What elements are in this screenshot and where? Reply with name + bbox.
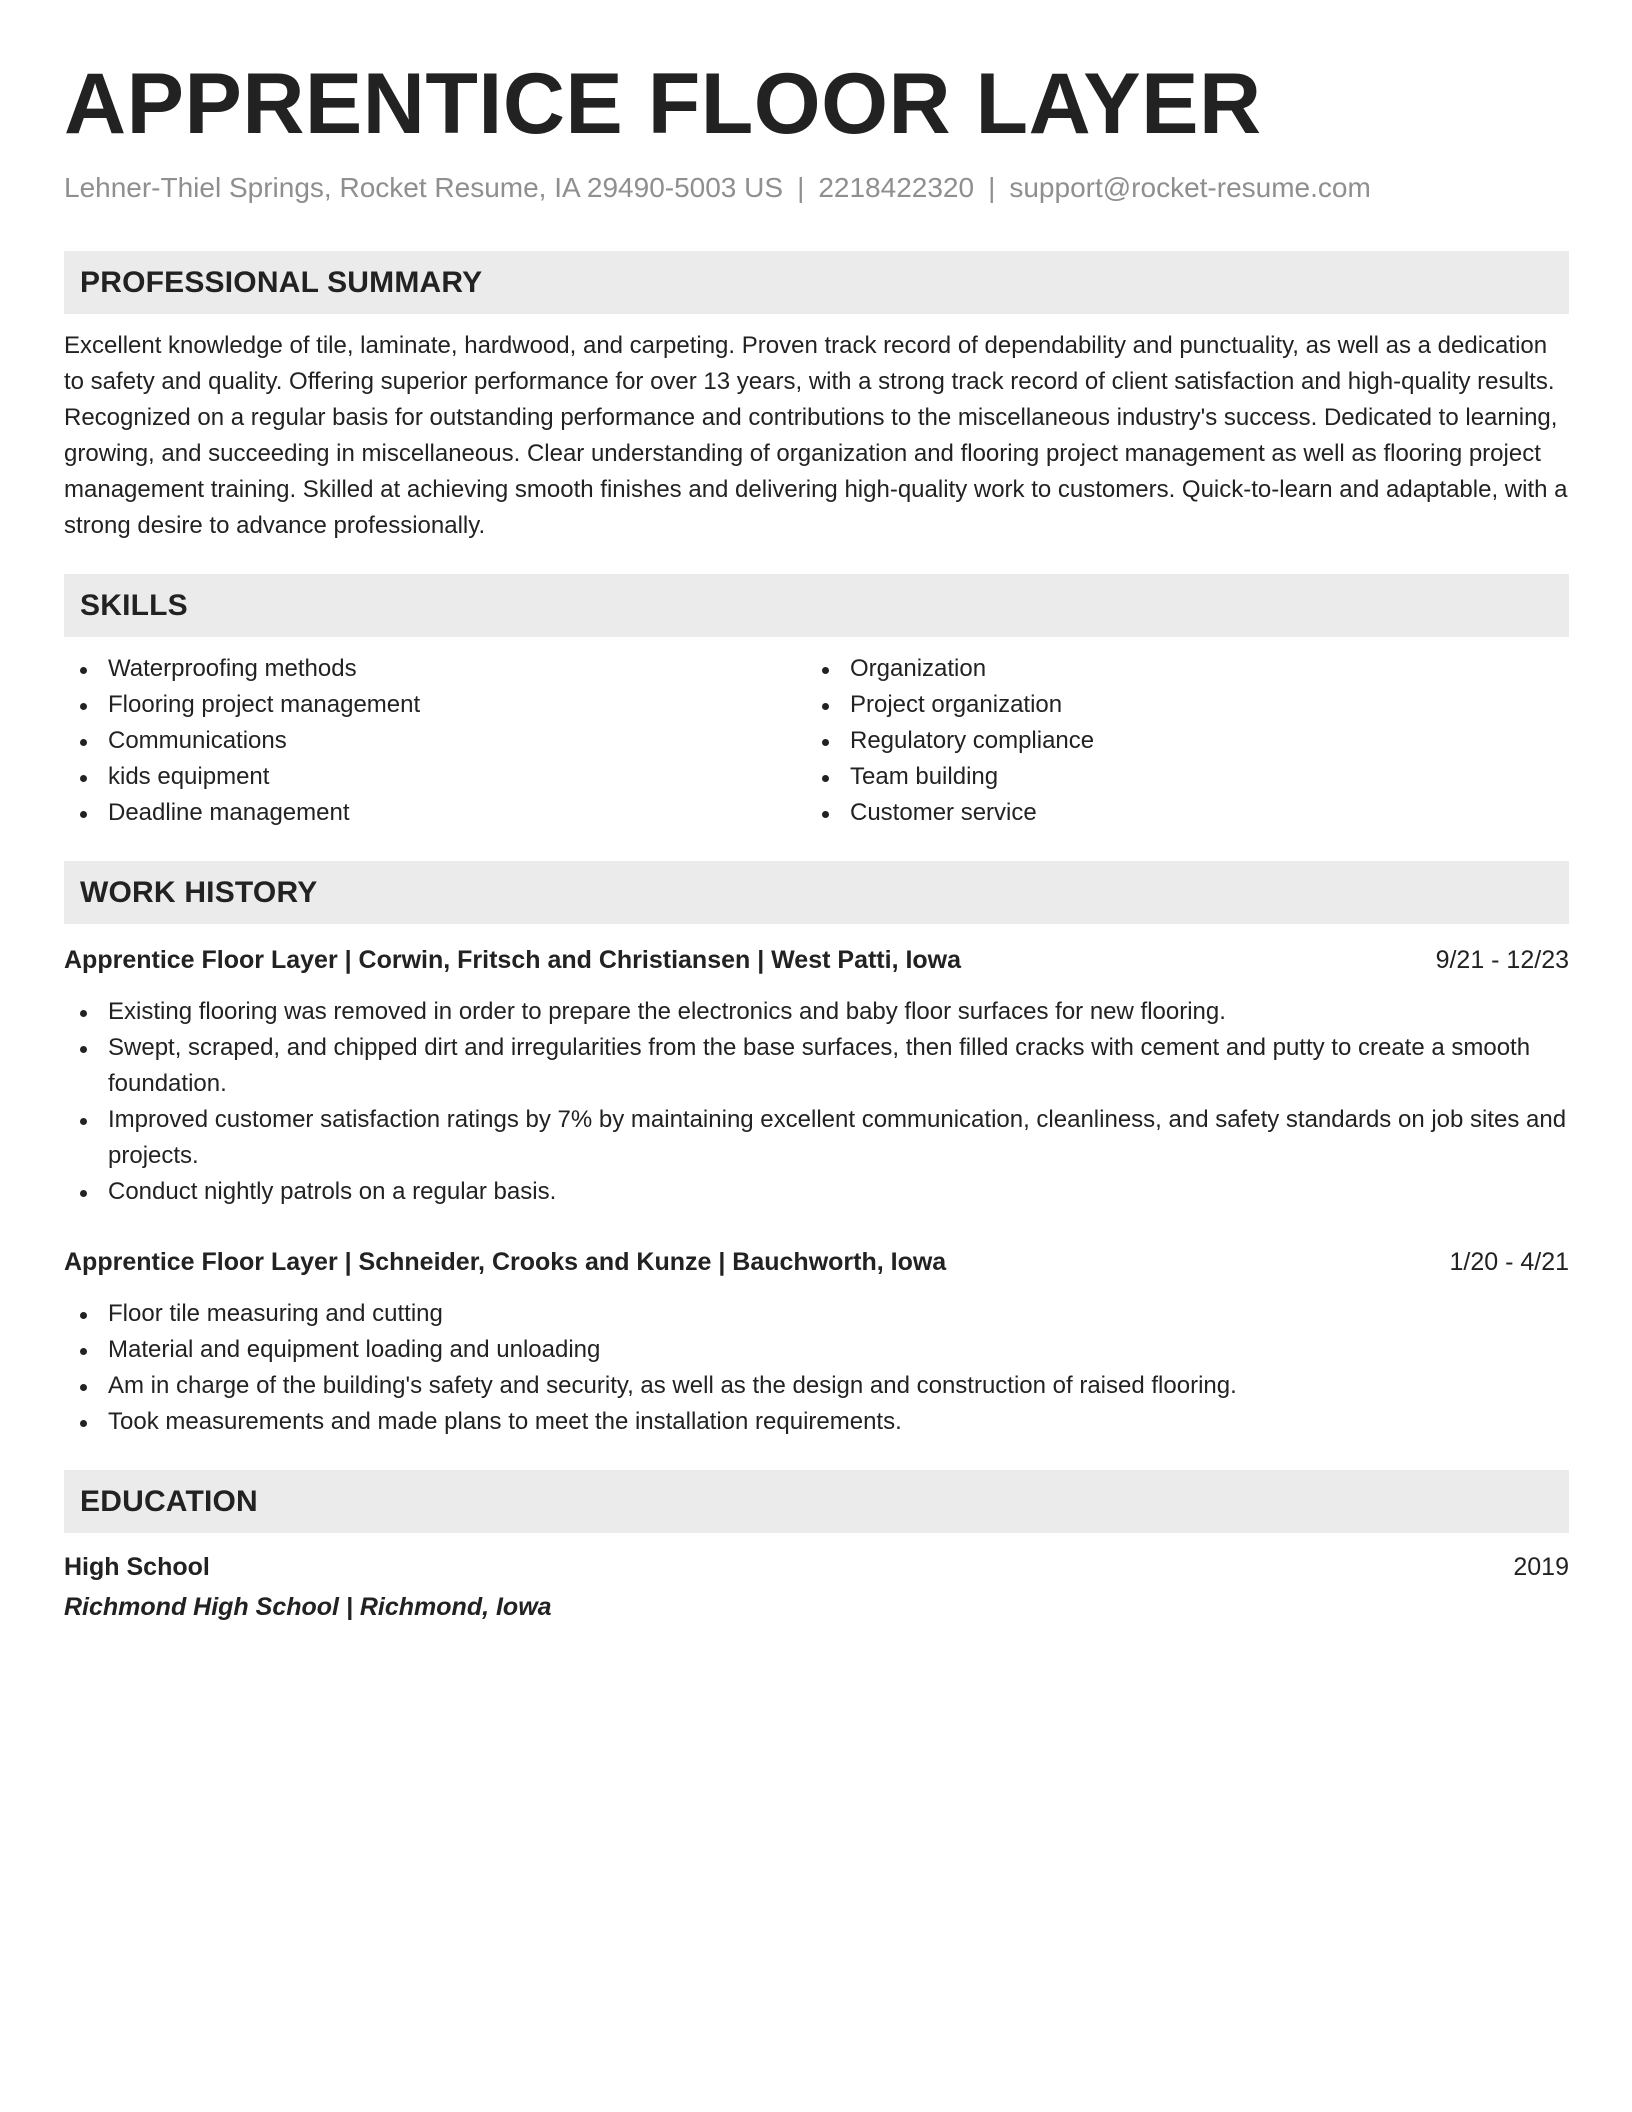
contact-email: support@rocket-resume.com (1009, 172, 1371, 203)
education-year: 2019 (1513, 1553, 1569, 1581)
skill-item: Customer service (806, 795, 1548, 831)
skill-item: Project organization (806, 687, 1548, 723)
candidate-name: APPRENTICE FLOOR LAYER (64, 56, 1262, 152)
job-title: Apprentice Floor Layer | Schneider, Crooks and Kunze | Bauchworth, Iowa (64, 1248, 947, 1276)
job-bullet: Improved customer satisfaction ratings by 7% by maintaining excellent communication, cleanliness, and safety standards on job sites and projects. (64, 1102, 1569, 1174)
job-bullet: Material and equipment loading and unloading (64, 1332, 1569, 1368)
contact-phone: 2218422320 (818, 172, 975, 203)
section-header-skills (64, 574, 1569, 637)
job-title: Apprentice Floor Layer | Corwin, Fritsch and Christiansen | West Patti, Iowa (64, 946, 962, 974)
job-bullet: Existing flooring was removed in order to prepare the electronics and baby floor surfaces for new flooring. (64, 994, 1569, 1030)
skill-item: kids equipment (64, 759, 806, 795)
skill-item: Flooring project management (64, 687, 806, 723)
skill-item: Waterproofing methods (64, 651, 806, 687)
skills-grid (64, 651, 1569, 831)
job-dates: 9/21 - 12/23 (1435, 946, 1569, 974)
job-bullet: Floor tile measuring and cutting (64, 1296, 1569, 1332)
job-bullet: Swept, scraped, and chipped dirt and irregularities from the base surfaces, then filled cracks with cement and putty to create a smooth foundation. (64, 1030, 1569, 1102)
section-title-skills: SKILLS (80, 588, 188, 622)
section-title-work-history: WORK HISTORY (80, 875, 318, 909)
skills-column-right (806, 651, 1548, 831)
section-header-summary (64, 251, 1569, 314)
contact-address: Lehner-Thiel Springs, Rocket Resume, IA 29490-5003 US (64, 172, 784, 203)
skills-column-left (64, 651, 806, 831)
education-header (64, 1549, 1569, 1585)
job-bullet: Took measurements and made plans to meet the installation requirements. (64, 1404, 1569, 1440)
contact-line (64, 170, 1569, 206)
job-header (64, 1244, 1569, 1280)
skill-item: Organization (806, 651, 1548, 687)
contact-separator: | (988, 172, 996, 203)
education-entry (64, 1549, 1569, 1625)
skill-item: Team building (806, 759, 1548, 795)
skill-item: Communications (64, 723, 806, 759)
skill-item: Regulatory compliance (806, 723, 1548, 759)
job-dates: 1/20 - 4/21 (1449, 1248, 1569, 1276)
job-entry (64, 942, 1569, 1210)
job-bullets (64, 994, 1569, 1210)
job-bullets (64, 1296, 1569, 1440)
section-header-education (64, 1470, 1569, 1533)
education-school: Richmond High School | Richmond, Iowa (64, 1593, 552, 1621)
summary-text: Excellent knowledge of tile, laminate, hardwood, and carpeting. Proven track record of dependability and punctuality, as well as a dedication to safety and quality. Offering superior performance for over 13 years, with a strong track record of client satisfaction and high-quality results. Recognized on a regular basis for outstanding performance and contributions to the miscellaneous industry's success. Dedicated to learning, growing, and succeeding in miscellaneous. Clear understanding of organization and flooring project management as well as flooring project management training. Skilled at achieving smooth finishes and delivering high-quality work to customers. Quick-to-learn and adaptable, with a strong desire to advance professionally. (64, 332, 1568, 539)
job-bullet: Am in charge of the building's safety and security, as well as the design and construction of raised flooring. (64, 1368, 1569, 1404)
skill-item: Deadline management (64, 795, 806, 831)
section-title-summary: PROFESSIONAL SUMMARY (80, 265, 483, 299)
section-header-work-history (64, 861, 1569, 924)
job-bullet: Conduct nightly patrols on a regular basis. (64, 1174, 1569, 1210)
contact-separator: | (797, 172, 805, 203)
section-title-education: EDUCATION (80, 1484, 258, 1518)
education-degree: High School (64, 1553, 210, 1581)
job-entry (64, 1244, 1569, 1440)
job-header (64, 942, 1569, 978)
